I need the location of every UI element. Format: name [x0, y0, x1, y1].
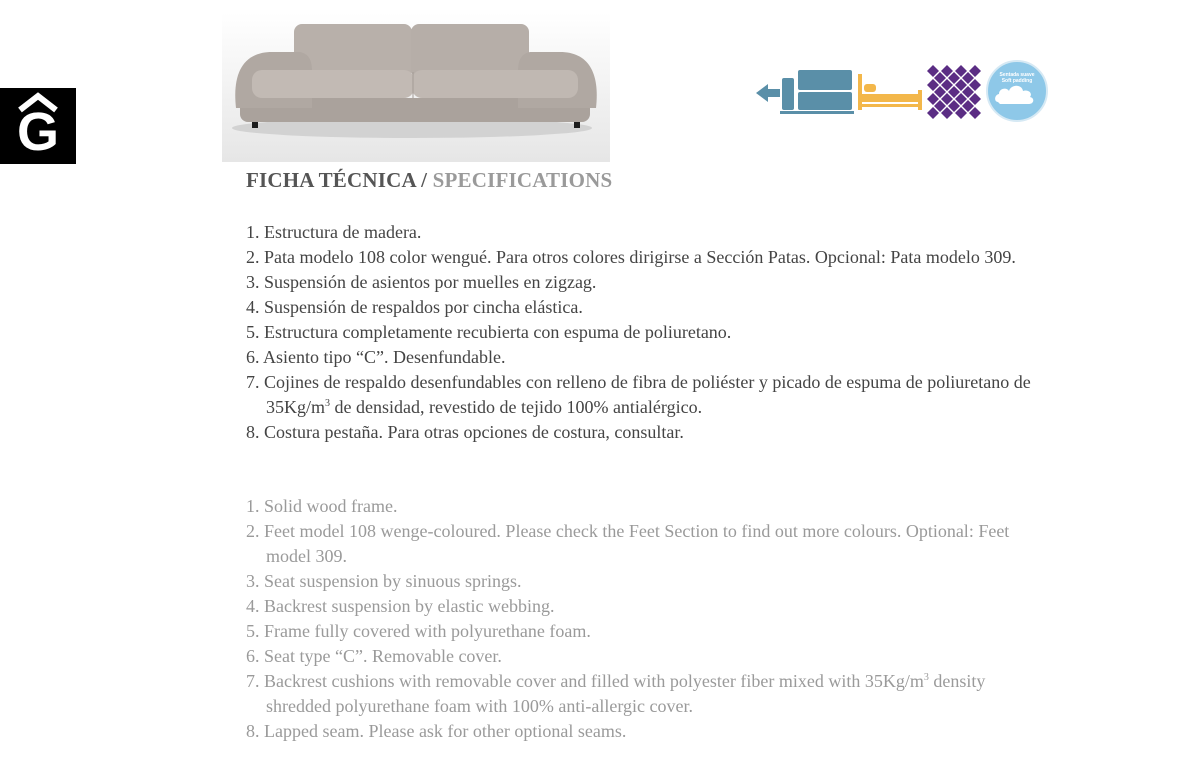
spec-item: 8. Lapped seam. Please ask for other optional seams. — [246, 721, 627, 741]
spec-list-spanish — [246, 220, 1046, 445]
spec-item: 2. Feet model 108 wenge-coloured. Please check the Feet Section to find out more colours. Optional: Feet model 309. — [246, 521, 1010, 566]
spec-list-english — [246, 494, 1046, 744]
cloud-badge-icon — [986, 60, 1048, 122]
spec-item: 7. Backrest cushions with removable cover and filled with polyester fiber mixed with $35Kg/m^3$ density shredded polyurethane foam with 100% anti-allergic cover. — [246, 671, 986, 716]
spec-item: 4. Suspensión de respaldos por cincha elástica. — [246, 297, 583, 317]
spec-item: 1. Estructura de madera. — [246, 222, 422, 242]
spec-item: 2. Pata modelo 108 color wengué. Para otros colores dirigirse a Sección Patas. Opcional: Pata modelo 309. — [246, 247, 1016, 267]
logo-letter: G — [16, 102, 59, 162]
spec-item: 3. Suspensión de asientos por muelles en zigzag. — [246, 272, 597, 292]
badge-line-2: Soft padding — [1001, 78, 1033, 84]
spec-item: 1. Solid wood frame. — [246, 496, 398, 516]
spec-item: 7. Cojines de respaldo desenfundables con relleno de fibra de poliéster y picado de espuma de poliuretano de $35Kg/m^3$ de densidad, revestido de tejido 100% antialérgico. — [246, 372, 1031, 417]
spec-item: 5. Estructura completamente recubierta con espuma de poliuretano. — [246, 322, 732, 342]
bed-icon — [856, 72, 924, 112]
title-spanish: FICHA TÉCNICA / — [246, 168, 428, 192]
spec-item: 6. Seat type “C”. Removable cover. — [246, 646, 502, 666]
sofa-extend-icon — [754, 68, 854, 118]
spec-item: 6. Asiento tipo “C”. Desenfundable. — [246, 347, 506, 367]
diamond-pattern-icon — [926, 64, 982, 120]
brand-logo — [0, 88, 76, 164]
feature-icons — [752, 58, 1052, 128]
spec-item: 3. Seat suspension by sinuous springs. — [246, 571, 522, 591]
badge-line-1: Sentada suave — [999, 72, 1035, 78]
spec-item: 8. Costura pestaña. Para otras opciones de costura, consultar. — [246, 422, 684, 442]
sofa-image — [222, 12, 610, 162]
spec-item: 4. Backrest suspension by elastic webbing. — [246, 596, 555, 616]
spec-item: 5. Frame fully covered with polyurethane foam. — [246, 621, 591, 641]
title-english: SPECIFICATIONS — [432, 168, 613, 192]
page-title — [246, 168, 612, 193]
